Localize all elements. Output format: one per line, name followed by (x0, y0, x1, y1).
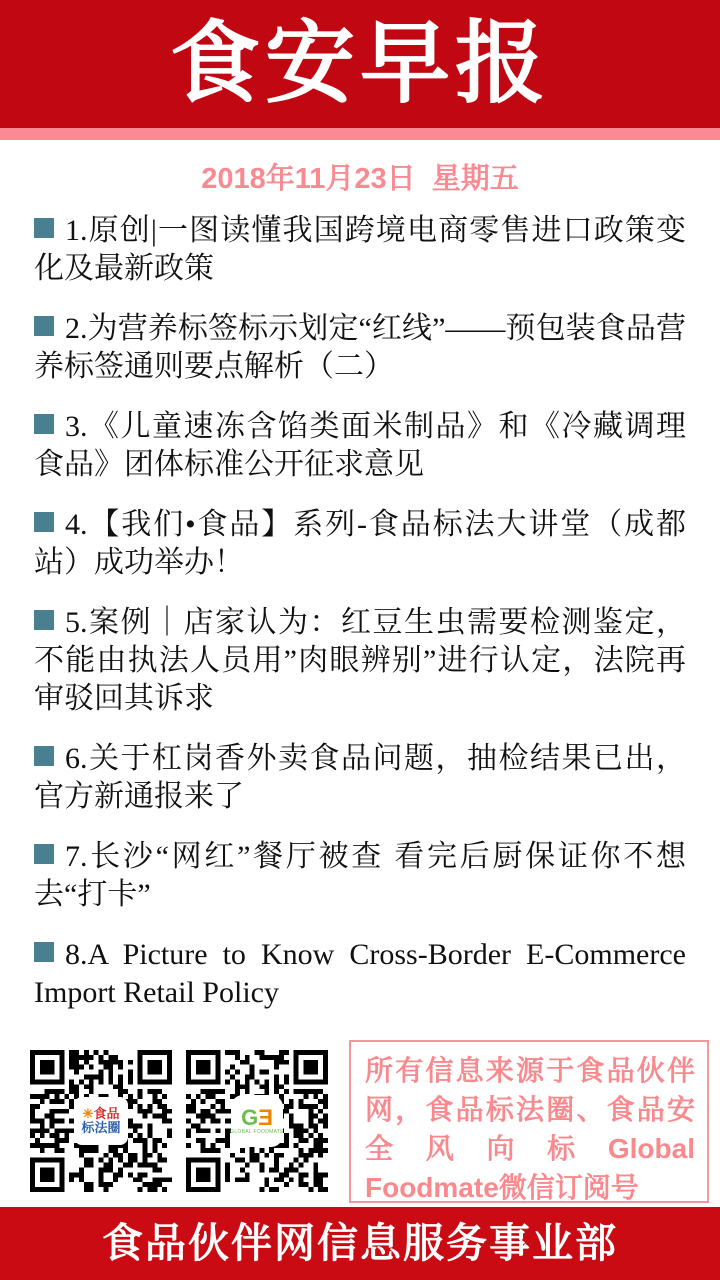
news-item (34, 212, 686, 288)
masthead-band (0, 0, 720, 128)
bullet-square-icon (34, 610, 54, 630)
news-item-text: 5.案例｜店家认为：红豆生虫需要检测鉴定，不能由执法人员用”肉眼辨别”进行认定，法院再审驳回其诉求 (34, 606, 686, 715)
logo-caption: GLOBAL FOODMATE (230, 1128, 284, 1135)
news-item (34, 310, 686, 386)
news-item (34, 740, 686, 816)
source-notice-text: 所有信息来源于食品伙伴网，食品标法圈、食品安全风向标Global Foodmate微信订阅号 (365, 1055, 695, 1203)
bullet-square-icon (34, 218, 54, 238)
masthead-stripe (0, 128, 720, 140)
news-item-text: 7.长沙“网红”餐厅被查 看完后厨保证你不想去“打卡” (34, 840, 686, 911)
page-title: 食安早报 (170, 14, 550, 114)
news-item-text: 3.《儿童速冻含馅类面米制品》和《冷藏调理食品》团体标准公开征求意见 (34, 410, 686, 481)
news-list (34, 212, 686, 1012)
news-item-text: 4.【我们•食品】系列-食品标法大讲堂（成都站）成功举办！ (34, 508, 686, 579)
news-item-text: 2.为营养标签标示划定“红线”——预包装食品营养标签通则要点解析（二） (34, 312, 686, 383)
news-item (34, 604, 686, 718)
global-foodmate-logo-icon (230, 1097, 284, 1145)
source-notice-box (349, 1040, 709, 1203)
news-item (34, 506, 686, 582)
logo-text-top: 食品 (93, 1106, 120, 1121)
qr-code-global-foodmate (186, 1050, 328, 1192)
bottom-section (0, 1048, 720, 1203)
bullet-square-icon (34, 844, 54, 864)
bullet-square-icon (34, 512, 54, 532)
bullet-square-icon (34, 942, 54, 962)
bullet-square-icon (34, 316, 54, 336)
news-item (34, 408, 686, 484)
bullet-square-icon (34, 414, 54, 434)
logo-e-glyph: Ǝ (258, 1104, 273, 1130)
footer-text: 食品伙伴网信息服务事业部 (102, 1220, 618, 1266)
news-item (34, 936, 686, 1012)
foodmate-law-circle-logo-icon (76, 1099, 126, 1143)
logo-g-glyph: G (241, 1104, 259, 1130)
logo-text-bottom: 标法圈 (81, 1120, 121, 1135)
bullet-square-icon (34, 746, 54, 766)
news-item-text: 6.关于杠岗香外卖食品问题，抽检结果已出，官方新通报来了 (34, 742, 686, 813)
footer-band (0, 1207, 720, 1280)
qr-code-foodmate-law-circle (30, 1050, 172, 1192)
news-item-text: 1.原创|一图读懂我国跨境电商零售进口政策变化及最新政策 (34, 214, 686, 285)
logo-star-icon: ✳ (82, 1106, 94, 1121)
news-item-text: 8.A Picture to Know Cross-Border E-Commerce Import Retail Policy (34, 938, 686, 1009)
news-item (34, 838, 686, 914)
date-line: 2018年11月23日 星期五 (201, 163, 519, 195)
